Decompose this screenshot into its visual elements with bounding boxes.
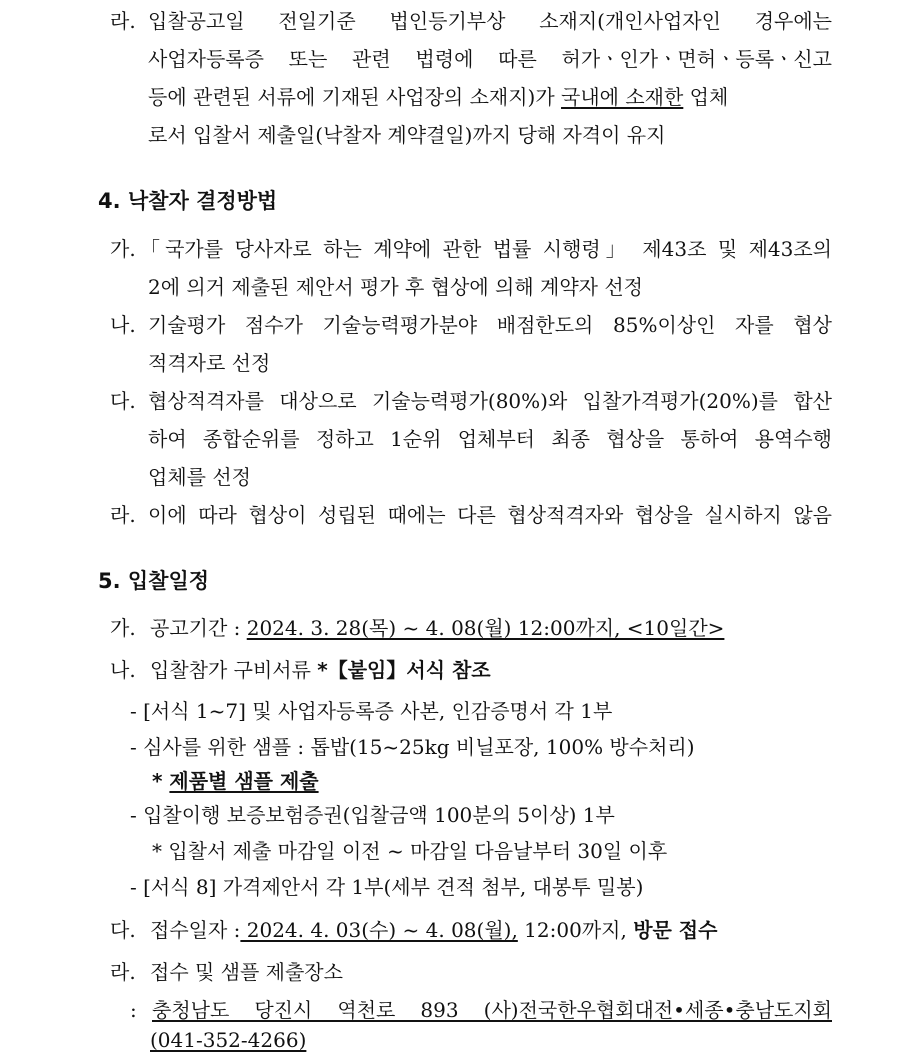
schedule-line xyxy=(150,657,491,683)
receipt-method: 방문 접수 xyxy=(633,918,718,942)
paragraph-text: 업체 xyxy=(683,85,729,109)
receipt-date-value: 2024. 4. 03(수) ~ 4. 08(월), xyxy=(240,918,518,942)
item-marker: 라. xyxy=(110,503,136,527)
paragraph-line: 이에 따라 협상이 성립된 때에는 다른 협상적격자와 협상을 실시하지 않음 xyxy=(148,503,832,527)
underlined-text: 국내에 소재한 xyxy=(561,85,684,109)
item-marker: 나. xyxy=(110,313,136,337)
paragraph-line: 적격자로 선정 xyxy=(148,351,271,375)
contact-phone: (041-352-4266) xyxy=(150,1028,307,1052)
section-heading: 5. 입찰일정 xyxy=(98,569,210,593)
paragraph-line: 로서 입찰서 제출일(낙찰자 계약결일)까지 당해 자격이 유지 xyxy=(148,123,666,147)
paragraph-line: 하여 종합순위를 정하고 1순위 업체부터 최종 협상을 통하여 용역수행 xyxy=(148,427,832,451)
paragraph-text: 등에 관련된 서류에 기재된 사업장의 소재지)가 xyxy=(148,85,562,109)
receipt-time: 12:00까지, xyxy=(517,918,634,942)
paragraph-line: 2에 의거 제출된 제안서 평가 후 협상에 의해 계약자 선정 xyxy=(148,275,643,299)
item-marker: 가. xyxy=(110,237,136,261)
item-marker: 다. xyxy=(110,389,136,413)
item-marker: 라. xyxy=(110,9,136,33)
paragraph-line: 「국가를 당사자로 하는 계약에 관한 법률 시행령」 제43조 및 제43조의 xyxy=(140,237,832,261)
attachment-note: *【붙임】서식 참조 xyxy=(317,658,491,682)
section-heading: 4. 낙찰자 결정방법 xyxy=(98,189,278,213)
submission-address: 충청남도 당진시 역천로 893 (사)전국한우협회대전•세종•충남도지회 xyxy=(152,998,832,1022)
item-marker: 라. xyxy=(110,960,136,984)
item-marker: 다. xyxy=(110,918,136,942)
paragraph-line: 업체를 선정 xyxy=(148,465,251,489)
deadline-note: * 입찰서 제출 마감일 이전 ~ 마감일 다음날부터 30일 이후 xyxy=(152,839,668,863)
paragraph-line: 협상적격자를 대상으로 기술능력평가(80%)와 입찰가격평가(20%)를 합산 xyxy=(148,389,832,413)
paragraph-line: 기술평가 점수가 기술능력평가분야 배점한도의 85%이상인 자를 협상 xyxy=(148,313,832,337)
notice-period-value: 2024. 3. 28(목) ~ 4. 08(월) 12:00까지, <10일간> xyxy=(246,616,725,640)
item-marker: 나. xyxy=(110,658,136,682)
schedule-line xyxy=(150,917,717,943)
schedule-label: 공고기간 : xyxy=(150,616,247,640)
sample-note xyxy=(152,768,319,794)
document-list-item: - 입찰이행 보증보험증권(입찰금액 100분의 5이상) 1부 xyxy=(130,803,615,827)
item-marker: 가. xyxy=(110,616,136,640)
document-list-item: - 심사를 위한 샘플 : 톱밥(15~25kg 비닐포장, 100% 방수처리) xyxy=(130,735,695,759)
schedule-label: 접수일자 : xyxy=(150,918,241,942)
sample-note-text: 제품별 샘플 제출 xyxy=(169,769,319,793)
schedule-label: 입찰참가 구비서류 xyxy=(150,658,318,682)
paragraph-line xyxy=(148,84,832,110)
note-star: * xyxy=(152,769,170,793)
paragraph-line: 사업자등록증 또는 관련 법령에 따른 허가ㆍ인가ㆍ면허ㆍ등록ㆍ신고 xyxy=(148,47,832,71)
schedule-line xyxy=(150,615,724,641)
document-list-item: - [서식 8] 가격제안서 각 1부(세부 견적 첨부, 대봉투 밀봉) xyxy=(130,875,644,899)
address-colon: : xyxy=(130,998,137,1022)
schedule-label: 접수 및 샘플 제출장소 xyxy=(150,960,343,984)
document-list-item: - [서식 1~7] 및 사업자등록증 사본, 인감증명서 각 1부 xyxy=(130,699,613,723)
paragraph-line: 입찰공고일 전일기준 법인등기부상 소재지(개인사업자인 경우에는 xyxy=(148,9,832,33)
